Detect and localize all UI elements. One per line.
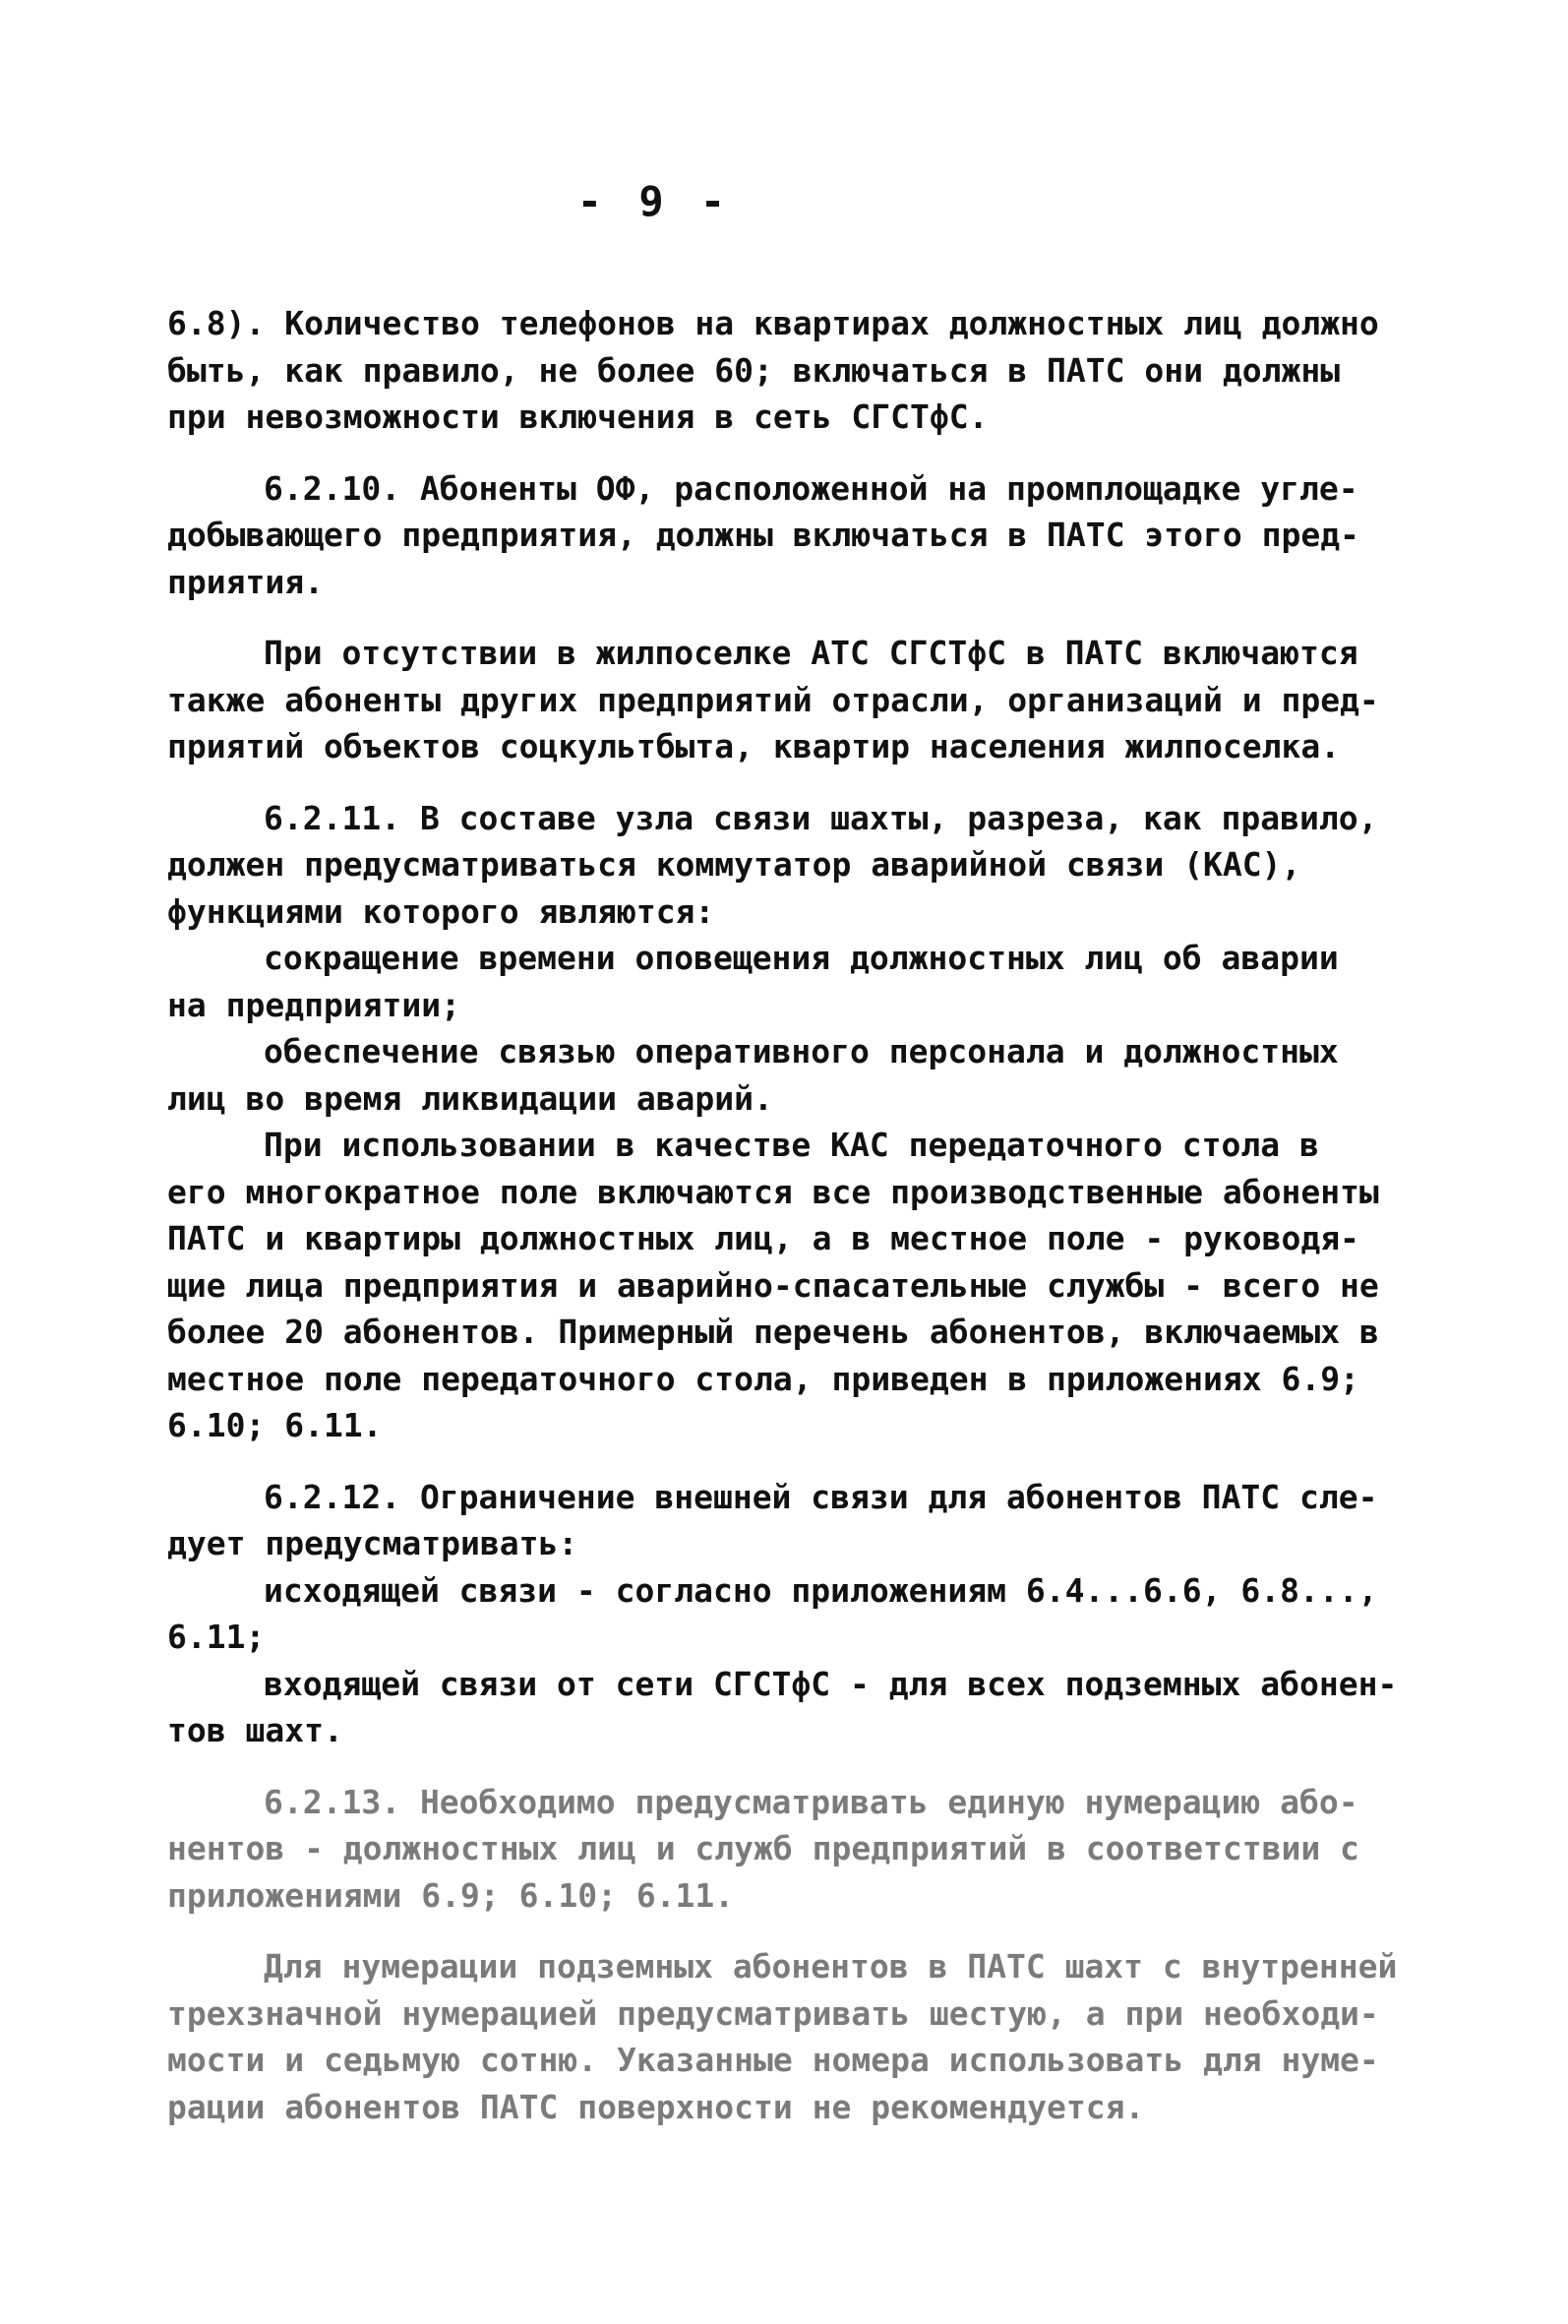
page-number: - 9 - <box>576 177 732 225</box>
text-line: сокращение времени оповещения должностных лиц об аварии <box>264 939 1339 977</box>
paragraph-gap <box>167 1919 1421 1943</box>
text-line: дует предусматривать: <box>167 1524 578 1562</box>
text-line: приятий объектов соцкультбыта, квартир населения жилпоселка. <box>167 727 1341 765</box>
text-line: быть, как правило, не более 60; включаться в ПАТС они должны <box>167 350 1341 390</box>
paragraph-gap <box>167 1754 1421 1779</box>
text-line: функциями которого являются: <box>167 891 715 931</box>
text-line: 6.11; <box>167 1618 266 1656</box>
text-line: 6.2.11. В составе узла связи шахты, разреза, как правило, <box>264 798 1378 837</box>
paragraph-gap <box>167 1449 1421 1474</box>
text-line: рации абонентов ПАТС поверхности не рекомендуется. <box>167 2087 1145 2126</box>
text-line: местное поле передаточного стола, приведен в приложениях 6.9; <box>167 1359 1359 1398</box>
body-text <box>167 300 1421 2130</box>
text-line: на предприятии; <box>167 985 461 1024</box>
text-line: ПАТС и квартиры должностных лиц, а в местное поле - руководя- <box>167 1219 1359 1257</box>
text-line: 6.2.12. Ограничение внешней связи для абонентов ПАТС сле- <box>264 1477 1378 1516</box>
text-line: 6.10; 6.11. <box>167 1406 383 1444</box>
text-line: при невозможности включения в сеть СГСТфС. <box>167 398 989 436</box>
text-line: его многократное поле включаются все производственные абоненты <box>167 1172 1379 1211</box>
text-line: трехзначной нумерацией предусматривать шестую, а при необходи- <box>167 1993 1379 2033</box>
text-line: лиц во время ликвидации аварий. <box>167 1078 773 1118</box>
text-line: приятия. <box>167 562 324 601</box>
text-line: должен предусматриваться коммутатор аварийной связи (КАС), <box>167 845 1301 884</box>
text-line: добывающего предприятия, должны включаться в ПАТС этого пред- <box>167 516 1359 554</box>
text-line: обеспечение связью оперативного персонала и должностных <box>264 1032 1339 1070</box>
text-line: щие лица предприятия и аварийно-спасательные службы - всего не <box>167 1265 1379 1305</box>
text-line: При использовании в качестве КАС передаточного стола в <box>264 1126 1319 1164</box>
text-line: входящей связи от сети СГСТфС - для всех подземных абонен- <box>264 1664 1398 1703</box>
text-line: приложениями 6.9; 6.10; 6.11. <box>167 1875 735 1915</box>
text-line: Для нумерации подземных абонентов в ПАТС шахт с внутренней <box>264 1947 1398 1986</box>
text-line: тов шахт. <box>167 1711 343 1749</box>
text-line: исходящей связи - согласно приложениям 6.4...6.6, 6.8..., <box>264 1570 1378 1610</box>
text-line: также абоненты других предприятий отрасли, организаций и пред- <box>167 680 1379 719</box>
paragraph-gap <box>167 770 1421 795</box>
paragraph-gap <box>167 605 1421 630</box>
text-line: При отсутствии в жилпоселке АТС СГСТфС в ПАТС включаются <box>264 634 1358 672</box>
text-line: 6.2.10. Абоненты ОФ, расположенной на промплощадке угле- <box>264 468 1358 508</box>
text-line: более 20 абонентов. Примерный перечень абонентов, включаемых в <box>167 1313 1379 1351</box>
text-line: 6.8). Количество телефонов на квартирах должностных лиц должно <box>167 304 1379 342</box>
text-line: мости и седьмую сотню. Указанные номера использовать для нуме- <box>167 2041 1379 2079</box>
text-line: нентов - должностных лиц и служб предприятий в соответствии с <box>167 1829 1359 1867</box>
text-line: 6.2.13. Необходимо предусматривать единую нумерацию або- <box>264 1782 1358 1821</box>
paragraph-gap <box>167 441 1421 465</box>
